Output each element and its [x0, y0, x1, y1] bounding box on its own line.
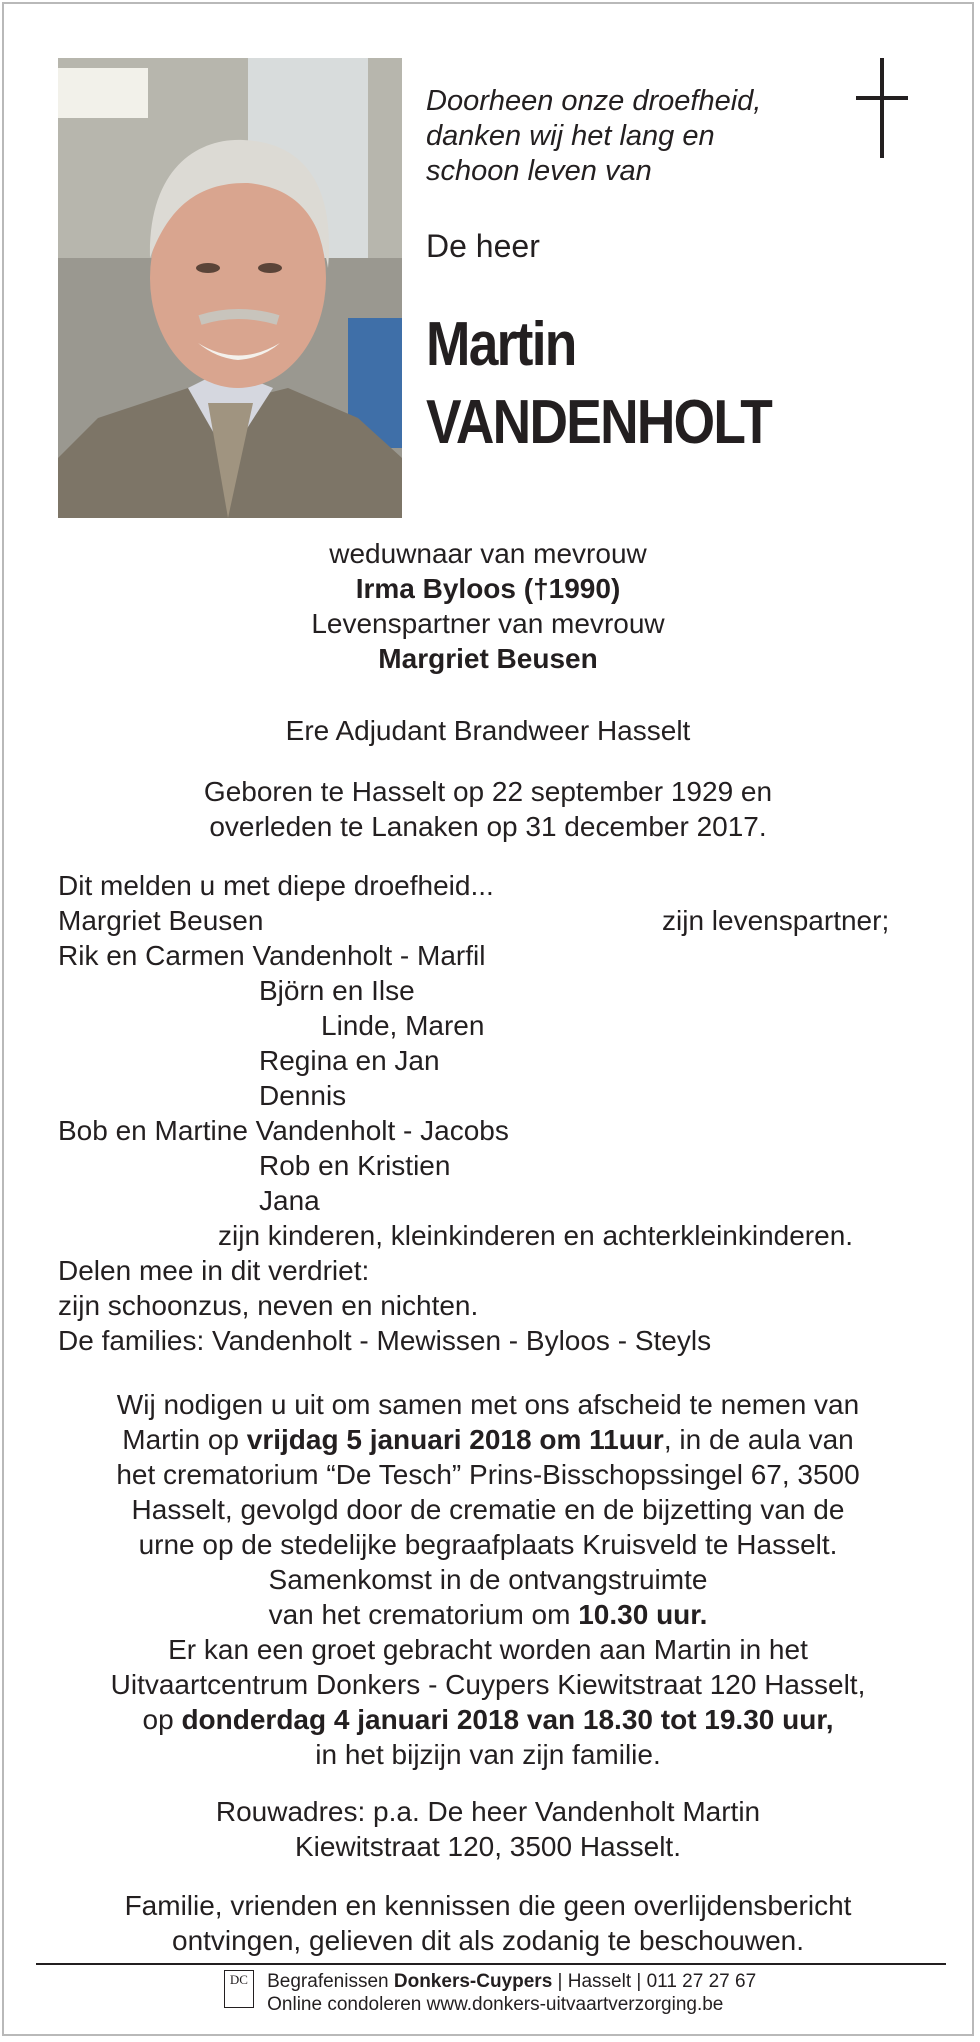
intro-line: Doorheen onze droefheid, — [426, 85, 762, 117]
death-line: overleden te Lanaken op 31 december 2017. — [209, 811, 767, 842]
share-line: Delen mee in dit verdriet: — [58, 1255, 370, 1286]
grandchild-line: Dennis — [259, 1080, 347, 1111]
ceremony-line: Er kan een groet gebracht worden aan Martin in het — [168, 1634, 808, 1665]
intro-line: schoon leven van — [426, 155, 652, 187]
partner-line: Levenspartner van mevrouw — [311, 608, 665, 639]
partner-role: zijn levenspartner; — [662, 905, 890, 936]
child-line: Bob en Martine Vandenholt - Jacobs — [58, 1115, 509, 1146]
ceremony-block — [58, 1387, 918, 1772]
latin-cross-icon — [856, 58, 908, 158]
ceremony-line: urne op de stedelijke begraafplaats Kruisveld te Hasselt. — [138, 1529, 838, 1560]
ceremony-line: het crematorium “De Tesch” Prins-Bisschopssingel 67, 3500 — [116, 1459, 860, 1490]
notice-block — [58, 1888, 918, 1958]
ceremony-line: Martin op vrijdag 5 januari 2018 om 11uur, in de aula van — [122, 1424, 854, 1455]
grandchild-line: Jana — [259, 1185, 320, 1216]
salutation: De heer — [426, 228, 540, 264]
visitation-time: donderdag 4 januari 2018 van 18.30 tot 19.30 uur, — [181, 1704, 834, 1735]
footer-website[interactable]: Online condoleren www.donkers-uitvaartverzorging.be — [267, 1994, 724, 2015]
grandchild-line: Rob en Kristien — [259, 1150, 451, 1181]
share-line: zijn schoonzus, neven en nichten. — [58, 1290, 479, 1321]
first-name: Martin — [426, 310, 576, 379]
ceremony-line: Samenkomst in de ontvangstruimte — [268, 1564, 708, 1595]
spouse-name: Irma Byloos (†1990) — [355, 573, 621, 604]
partner-name: Margriet Beusen — [378, 643, 598, 674]
address-line: Kiewitstraat 120, 3500 Hasselt. — [295, 1831, 681, 1862]
donkers-cuypers-logo-icon: DC — [224, 1970, 254, 2008]
partner-name: Margriet Beusen — [58, 905, 264, 936]
footer-divider — [36, 1963, 946, 1965]
footer-text — [267, 1970, 756, 2016]
great-grandchild-line: Linde, Maren — [321, 1010, 485, 1041]
birth-line: Geboren te Hasselt op 22 september 1929 en — [203, 776, 773, 807]
last-name: VANDENHOLT — [426, 388, 772, 457]
spouse-line: weduwnaar van mevrouw — [329, 538, 647, 569]
intro-line: danken wij het lang en — [426, 120, 715, 152]
ceremony-line: Hasselt, gevolgd door de crematie en de bijzetting van de — [131, 1494, 845, 1525]
grandchild-line: Regina en Jan — [259, 1045, 440, 1076]
ceremony-line: op donderdag 4 januari 2018 van 18.30 tot 19.30 uur, — [142, 1704, 834, 1735]
footer — [0, 1970, 980, 2016]
deceased-name — [426, 306, 873, 462]
share-line: De families: Vandenholt - Mewissen - Byloos - Steyls — [58, 1325, 712, 1356]
honorary-title: Ere Adjudant Brandweer Hasselt — [285, 715, 691, 746]
ceremony-line: van het crematorium om 10.30 uur. — [268, 1599, 708, 1630]
family-intro: Dit melden u met diepe droefheid... — [58, 870, 494, 901]
child-line: Rik en Carmen Vandenholt - Marfil — [58, 940, 486, 971]
notice-line: ontvingen, gelieven dit als zodanig te beschouwen. — [172, 1925, 804, 1956]
ceremony-date: vrijdag 5 januari 2018 om 11uur — [246, 1424, 664, 1455]
birth-death-block — [58, 774, 918, 844]
ceremony-line: in het bijzijn van zijn familie. — [315, 1739, 661, 1770]
grandchild-line: Björn en Ilse — [259, 975, 415, 1006]
portrait-photo — [58, 58, 402, 518]
footer-company-line: Begrafenissen Donkers-Cuypers | Hasselt | 011 27 27 67 — [267, 1971, 757, 1992]
gathering-time: 10.30 uur. — [578, 1599, 708, 1630]
family-summary: zijn kinderen, kleinkinderen en achterkleinkinderen. — [218, 1220, 854, 1251]
address-line: Rouwadres: p.a. De heer Vandenholt Martin — [215, 1796, 761, 1827]
spouse-block — [58, 536, 918, 676]
ceremony-line: Uitvaartcentrum Donkers - Cuypers Kiewitstraat 120 Hasselt, — [110, 1669, 866, 1700]
company-name: Donkers-Cuypers — [393, 1971, 553, 1992]
ceremony-line: Wij nodigen u uit om samen met ons afscheid te nemen van — [116, 1389, 860, 1420]
intro-text — [426, 84, 846, 189]
notice-line: Familie, vrienden en kennissen die geen overlijdensbericht — [124, 1890, 852, 1921]
address-block — [58, 1794, 918, 1864]
